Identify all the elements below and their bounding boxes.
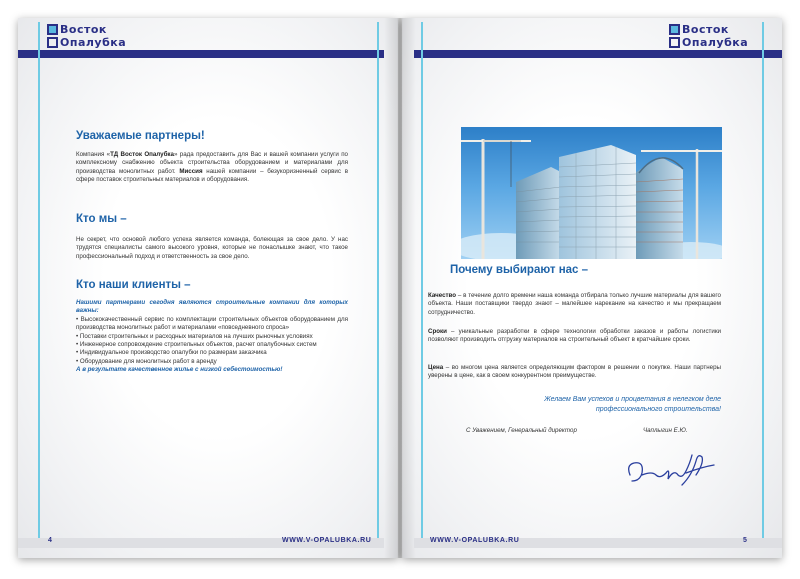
intro-paragraph [76, 151, 348, 185]
regards-text: С Уважением, Генеральный директор [466, 427, 577, 434]
clients-intro: Нашими партнерами сегодня являются строительные компании для которых важны: [76, 299, 348, 315]
quality-label: Качество [428, 292, 457, 299]
left-header-bar [18, 50, 384, 58]
logo-square-icon [669, 37, 680, 48]
quality-text: – в течение долго времени наша команда отбирала только лучшие материалы для вашего объекта. Наши поставщики твердо знают – малейшее нарекание на качество и мы прекращаем сотрудничество. [428, 292, 721, 316]
clients-heading: Кто наши клиенты – [76, 279, 191, 291]
terms-paragraph [428, 328, 721, 345]
director-name: Чаплыгин Е.Ю. [643, 427, 688, 434]
spine-gutter [384, 18, 416, 558]
skyscraper-construction-photo [461, 127, 722, 259]
left-inner-line [377, 22, 379, 542]
right-header-bar [414, 50, 782, 58]
skyscraper-illustration [461, 127, 722, 259]
client-bullet: • Инженерное сопровождение строительных объектов, расчет опалубочных систем [76, 341, 317, 349]
left-page-border-line [38, 22, 40, 542]
client-bullet: • Индивидуальное производство опалубки по размерам заказчика [76, 349, 267, 357]
intro-text-a: Компания « [76, 151, 111, 158]
right-page [402, 18, 782, 558]
logo-square-icon [47, 24, 58, 35]
price-text: – во многом цена является определяющим фактором в решении о покупке. Наши партнеры уверены в цене, как в своем конкурентном преимуществе. [428, 364, 721, 380]
clients-list [76, 299, 348, 375]
client-bullet: • Поставки строительных и расходных материалов на лучших рыночных условиях [76, 332, 313, 340]
left-logo [47, 22, 187, 50]
page-number: 5 [743, 537, 747, 544]
client-bullet: • Оборудование для монолитных работ в аренду [76, 357, 217, 365]
wishes-line2: профессионального строительства! [595, 406, 721, 413]
website-url: WWW.V-OPALUBKA.RU [282, 537, 372, 544]
company-name: ТД Восток Опалубка [110, 151, 174, 158]
handwritten-signature [622, 445, 722, 495]
who-we-are-heading: Кто мы – [76, 213, 127, 225]
wishes-block [478, 395, 721, 415]
price-label: Цена [428, 364, 444, 371]
clients-closing: А в результате качественное жилье с низкой себестоимостью! [76, 366, 283, 374]
client-bullet: • Высококачественный сервис по комплектации строительных объектов оборудованием для производства монолитных работ и материалами «повседневного спроса» [76, 315, 348, 332]
logo-line1: Восток [60, 22, 107, 36]
website-url: WWW.V-OPALUBKA.RU [430, 537, 520, 544]
terms-text: – уникальные разработки в сфере технологии обработки заказов и работы логистики позволяют производить отгрузку материалов на строительный объект в кратчайшие сроки. [428, 328, 721, 344]
logo-line2: Опалубка [60, 35, 127, 49]
terms-label: Сроки [428, 328, 447, 335]
logo-line1: Восток [682, 22, 729, 36]
right-logo [669, 22, 800, 50]
logo-square-icon [669, 24, 680, 35]
right-page-border-line [762, 22, 764, 542]
why-us-heading: Почему выбирают нас – [450, 264, 589, 276]
price-paragraph [428, 364, 721, 381]
logo-square-icon [47, 37, 58, 48]
quality-paragraph [428, 292, 721, 317]
greeting-heading: Уважаемые партнеры! [76, 130, 205, 142]
wishes-line1: Желаем Вам успехов и процветания в нелегком деле [544, 396, 721, 403]
intro-text-c: » рада предоставить для Вас и вашей компании услуги по комплексному снабжению объекта строительства оборудованием и материалами для производства монолитных работ. [76, 151, 348, 175]
page-number: 4 [48, 537, 52, 544]
right-inner-line [421, 22, 423, 542]
logo-line2: Опалубка [682, 35, 749, 49]
left-page [18, 18, 398, 558]
mission-label: Миссия [179, 167, 203, 175]
intro-text-e: нашей компании – безукоризненный сервис в сфере поставок строительных материалов и оборудования. [76, 167, 348, 184]
who-we-are-paragraph: Не секрет, что основой любого успеха является команда, болеющая за свое дело. У нас трудятся специалисты самого высокого уровня, которые не понаслышке знают, что такое профессиональный подход и ответственность за свое дело. [76, 236, 348, 260]
